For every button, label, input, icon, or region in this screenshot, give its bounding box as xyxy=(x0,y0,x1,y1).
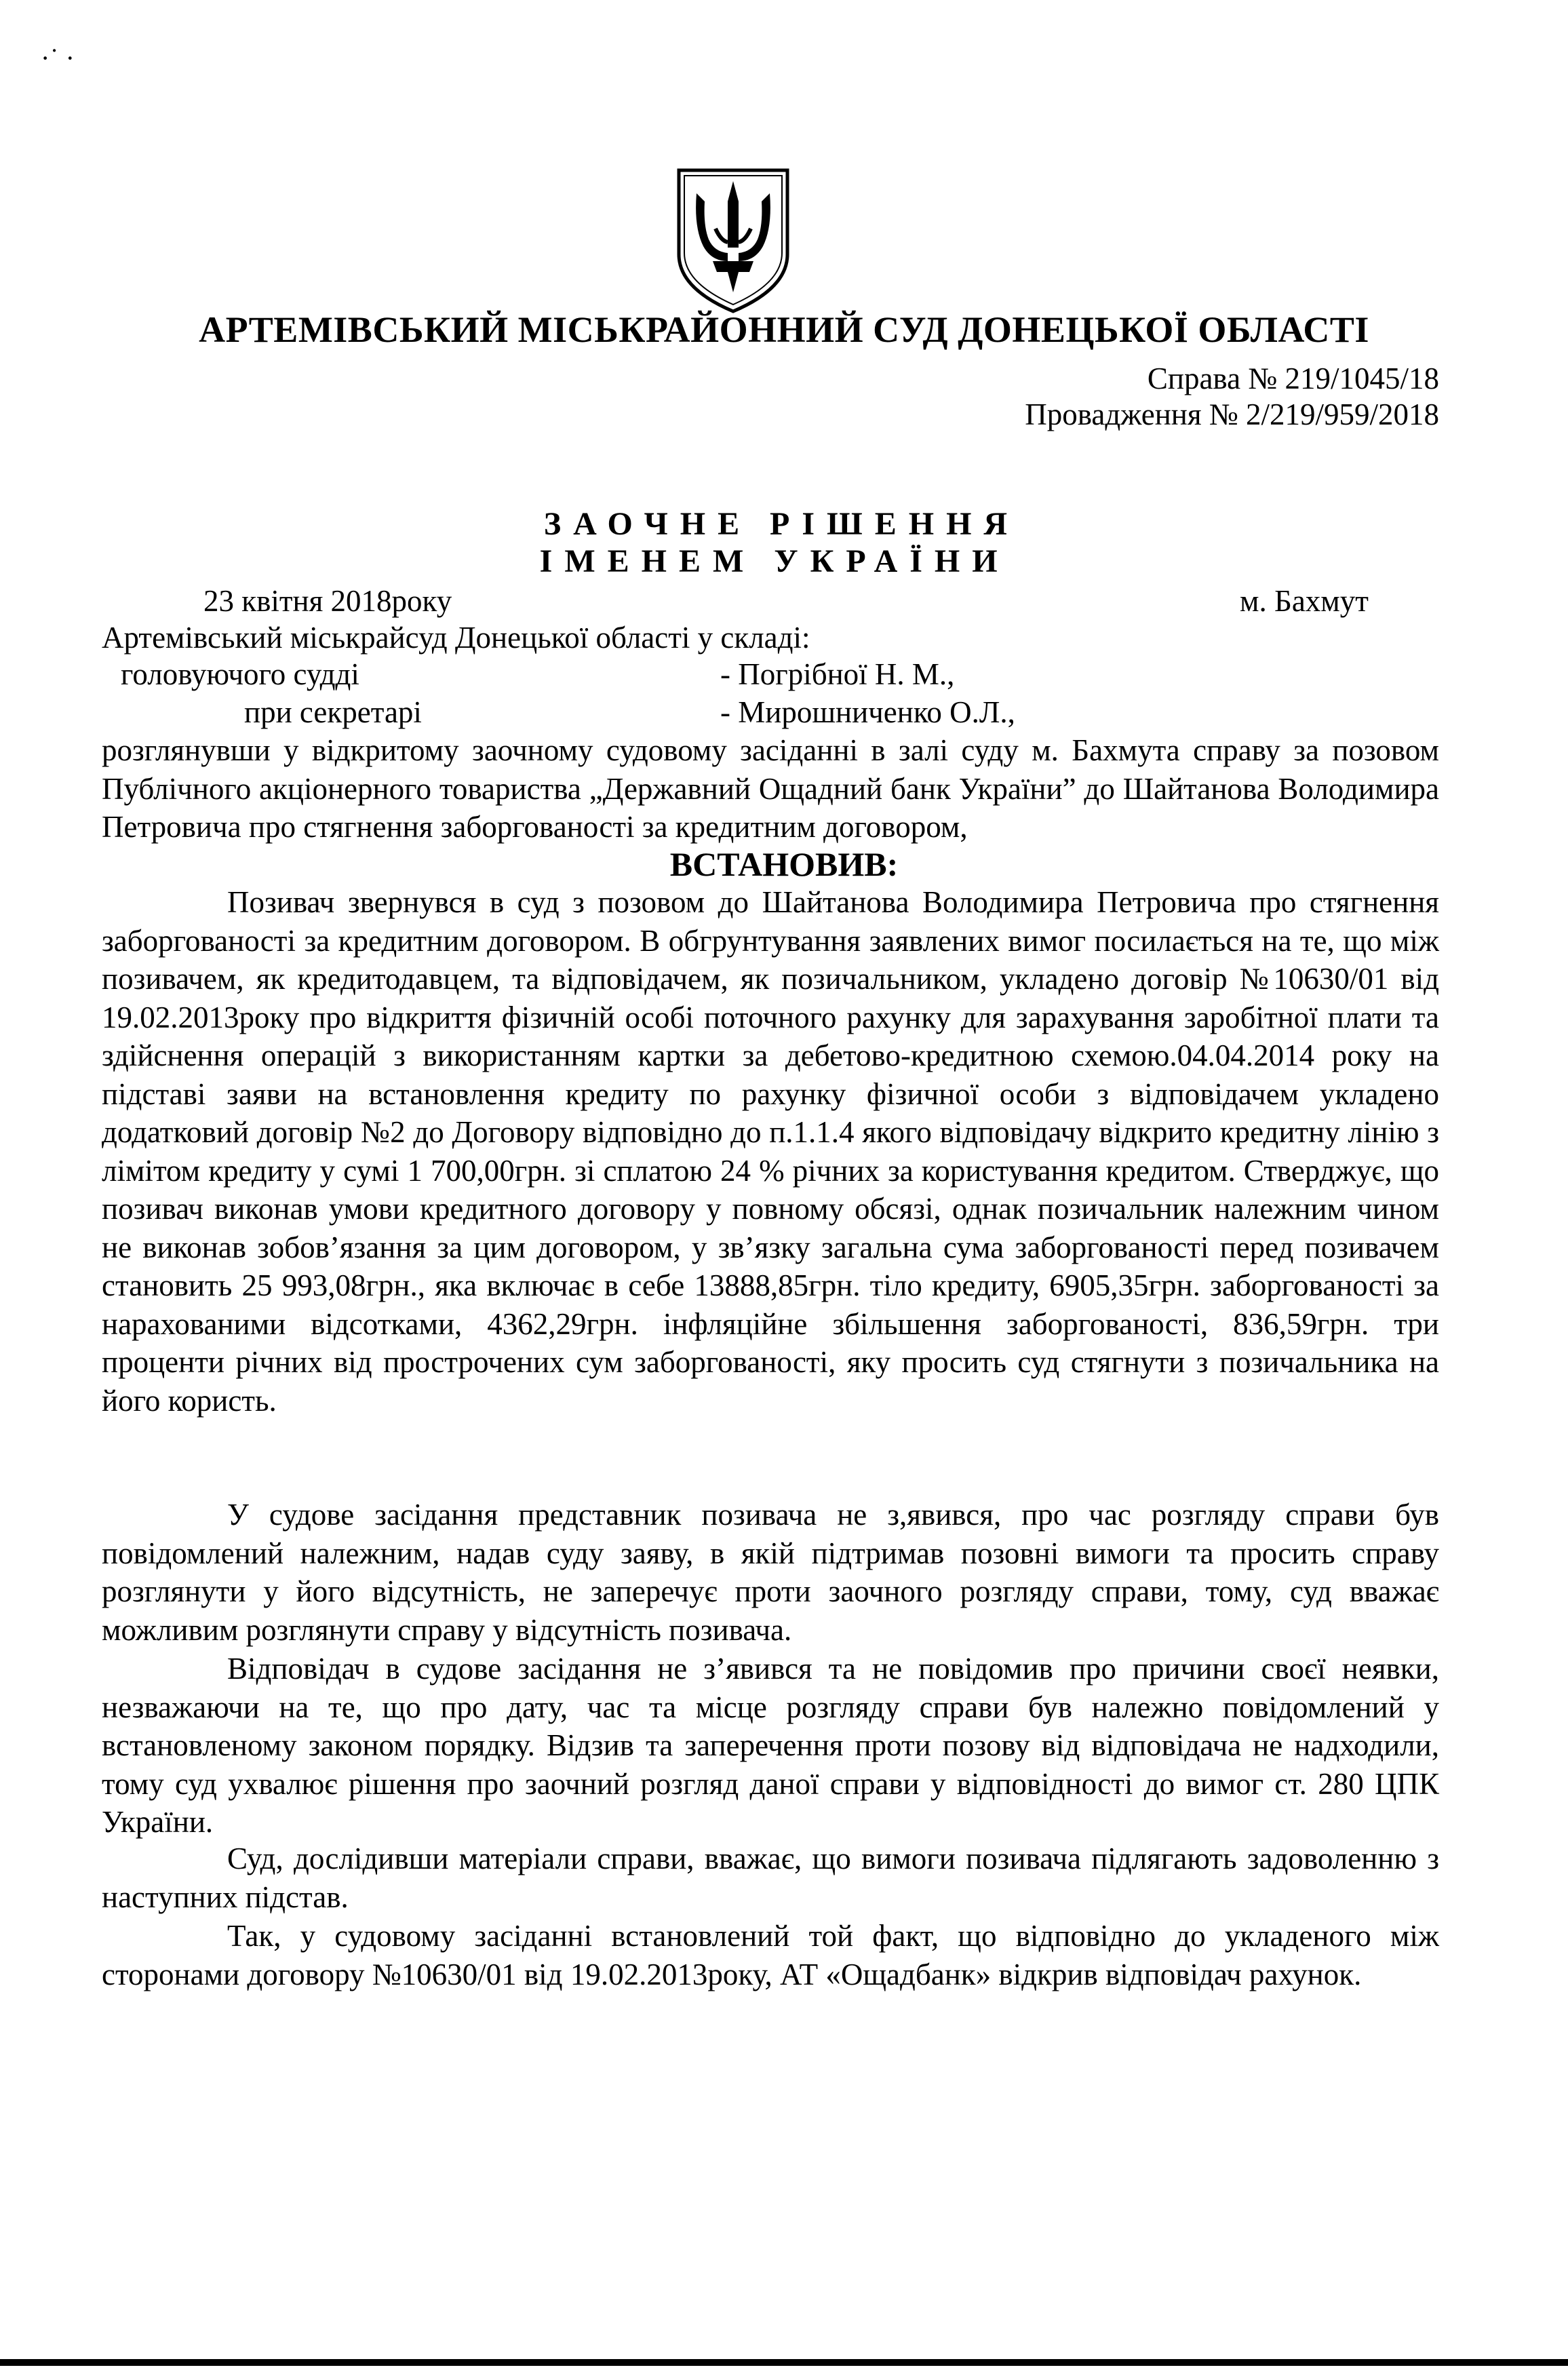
judge-label: головуючого судді xyxy=(121,657,359,691)
court-name: АРТЕМІВСЬКИЙ МІСЬКРАЙОННИЙ СУД ДОНЕЦЬКОЇ ОБЛАСТІ xyxy=(199,309,1369,350)
secretary-name: - Мирошниченко О.Л., xyxy=(720,695,1015,729)
case-number: Справа № 219/1045/18 xyxy=(1147,362,1439,395)
name-line-word1: ІМЕНЕМ xyxy=(539,543,756,579)
secretary-label: при секретарі xyxy=(244,695,422,729)
paragraph-defendant: Відповідач в судове засідання не з’явився та не повідомив про причини своєї неявки, незважаючи на те, що про дату, час та місце розгляду справи був належно повідомлений у встановленому законом порядку. Відзив та заперечення проти позову від відповідача не надходили, тому суд ухвалює рішення про заочний розгляд даної справи у відповідності до вимог ст. 280 ЦПК України. xyxy=(102,1652,1439,1839)
scan-edge-line xyxy=(0,2359,1568,2366)
trident-emblem-icon xyxy=(673,166,793,315)
name-of-ukraine xyxy=(0,543,1540,580)
name-line-word2: УКРАЇНИ xyxy=(774,543,1010,579)
proceeding-number: Провадження № 2/219/959/2018 xyxy=(1025,397,1439,431)
city: м. Бахмут xyxy=(1240,584,1369,618)
paragraph-court-finding: Суд, дослідивши матеріали справи, вважає, що вимоги позивача підлягають задоволенню з наступних підстав. xyxy=(102,1842,1439,1914)
decision-title-word1: ЗАОЧНЕ xyxy=(543,506,752,542)
decision-date: 23 квітня 2018року xyxy=(203,584,452,618)
scan-mark: ·˙ · xyxy=(41,43,75,73)
decision-title xyxy=(0,505,1540,543)
paragraph-claim: Позивач звернувся в суд з позовом до Шайтанова Володимира Петровича про стягнення заборгованості за кредитним договором. В обгрунтування заявлених вимог посилається на те, що між позивачем, як кредитодавцем, та відповідачем, як позичальником, укладено договір №10630/01 від 19.02.2013року про відкриття фізичній особі поточного рахунку для зарахування заробітної плати та здійснення операцій з використанням картки за дебетово-кредитною схемою.04.04.2014 року на підставі заяви на встановлення кредиту по рахунку фізичної особи з відповідачем укладено додатковий договір №2 до Договору відповідно до п.1.1.4 якого відповідачу відкрито кредитну лінію з лімітом кредиту у сумі 1 700,00грн. зі сплатою 24 % річних за користування кредитом. Стверджує, що позивач виконав умови кредитного договору у повному обсязі, однак позичальник належним чином не виконав зобов’язання за цим договором, у зв’язку загальна сума заборгованості перед позивачем становить 25 993,08грн., яка включає в себе 13888,85грн. тіло кредиту, 6905,35грн. заборгованості за нарахованими відсотками, 4362,29грн. інфляційне збільшення заборгованості, 836,59грн. три проценти річних від прострочених сум заборгованості, яку просить суд стягнути з позичальника на його користь. xyxy=(102,885,1439,1418)
judge-name: - Погрібної Н. М., xyxy=(720,657,955,691)
paragraph-account: Так, у судовому засіданні встановлений той факт, що відповідно до укладеного між сторонами договору №10630/01 від 19.02.2013року, АТ «Ощадбанк» відкрив відповідач рахунок. xyxy=(102,1919,1439,1991)
court-composition: Артемівський міськрайсуд Донецької області у складі: xyxy=(102,621,810,655)
intro-paragraph: розглянувши у відкритому заочному судовому засіданні в залі суду м. Бахмута справу за позовом Публічного акціонерного товариства „Державний Ощадний банк України” до Шайтанова Володимира Петровича про стягнення заборгованості за кредитним договором, xyxy=(102,733,1439,844)
decision-title-word2: РІШЕННЯ xyxy=(770,506,1020,542)
paragraph-plaintiff: У судове засідання представник позивача не з,явився, про час розгляду справи був повідомлений належним, надав суду заяву, в якій підтримав позовні вимоги та просить справу розглянути у його відсутність, не заперечує проти заочного розгляду справи, тому, суд вважає можливим розглянути справу у відсутність позивача. xyxy=(102,1498,1439,1647)
established-heading: ВСТАНОВИВ: xyxy=(669,845,899,883)
